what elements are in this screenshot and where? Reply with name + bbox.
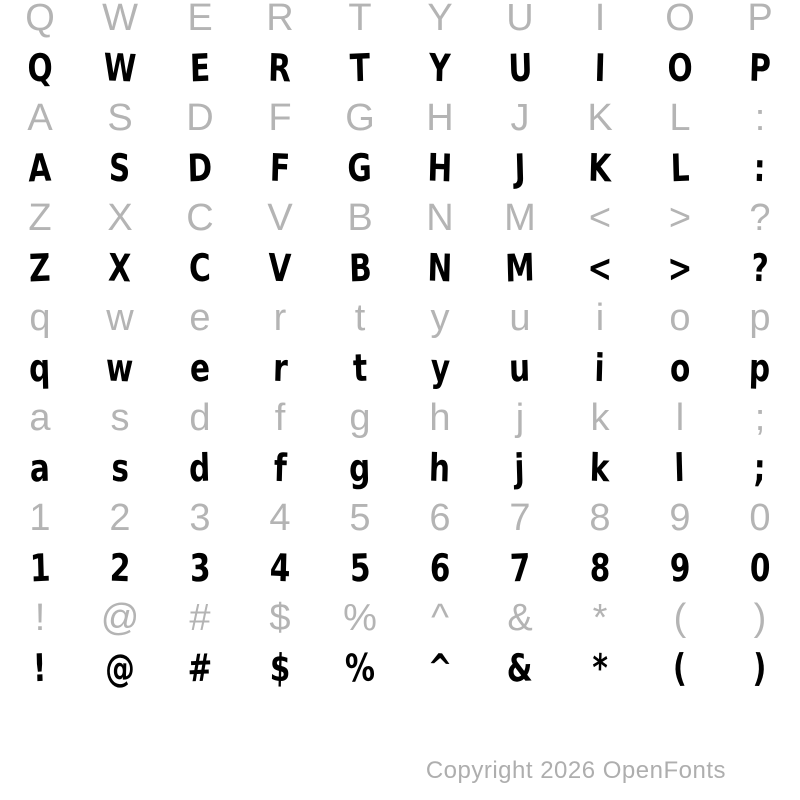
glyph-cell: U [506,0,534,39]
glyph-cell: < [586,245,614,291]
glyph-cell: 0 [749,545,771,591]
glyph-cell: @ [104,645,136,691]
glyph-cell: W [103,45,137,91]
glyph-cell: a [29,445,51,491]
glyph-cell: Y [428,45,452,91]
glyph-cell: ^ [426,645,454,691]
glyph-cell: 7 [509,545,531,591]
glyph-cell: 2 [109,545,131,591]
glyph-cell: Z [28,197,52,239]
glyph-cell: B [347,197,373,239]
glyph-cell: N [426,197,454,239]
glyph-cell: * [592,597,608,639]
glyph-cell: i [594,345,606,391]
char-row-reference-10 [0,493,800,543]
glyph-cell: < [588,197,612,239]
glyph-cell: 5 [349,545,371,591]
glyph-cell: Q [26,45,54,91]
glyph-cell: ; [754,397,766,439]
glyph-cell: ? [750,245,770,291]
glyph-cell: h [429,397,451,439]
glyph-cell: O [666,45,694,91]
glyph-cell: u [509,297,531,339]
glyph-cell: 8 [589,545,611,591]
glyph-cell: I [594,0,606,39]
glyph-cell: $ [269,597,291,639]
glyph-cell: % [344,645,376,691]
char-row-preview-7 [0,343,800,393]
glyph-cell: 1 [29,497,51,539]
glyph-cell: K [587,97,613,139]
glyph-cell: F [269,145,291,191]
glyph-cell: 4 [269,497,291,539]
glyph-cell: y [429,345,451,391]
char-row-reference-2 [0,93,800,143]
glyph-cell: A [27,97,53,139]
glyph-cell: p [748,345,772,391]
glyph-cell: P [747,0,773,39]
glyph-cell: d [189,397,211,439]
glyph-cell: * [591,645,609,691]
glyph-cell: 0 [749,497,771,539]
copyright-text: Copyright 2026 OpenFonts [425,757,726,784]
glyph-cell: e [189,345,211,391]
char-row-preview-13 [0,643,800,693]
char-row-reference-8 [0,393,800,443]
glyph-cell: ; [753,445,767,491]
glyph-cell: M [504,197,536,239]
glyph-cell: o [669,297,691,339]
char-row-reference-6 [0,293,800,343]
glyph-cell: E [187,0,213,39]
glyph-cell: d [188,445,212,491]
glyph-cell: J [510,97,530,139]
glyph-cell: h [428,445,452,491]
glyph-cell: G [345,97,375,139]
glyph-cell: 5 [349,497,371,539]
char-row-preview-9 [0,443,800,493]
glyph-cell: A [27,145,53,191]
glyph-cell: E [189,45,211,91]
glyph-cell: u [508,345,532,391]
glyph-cell: r [273,297,287,339]
glyph-cell: ^ [431,597,449,639]
glyph-cell: ! [32,645,48,691]
glyph-cell: 9 [669,545,691,591]
glyph-cell: & [507,597,533,639]
glyph-cell: e [189,297,211,339]
glyph-cell: o [669,345,691,391]
glyph-cell: 1 [29,545,51,591]
glyph-cell: f [272,445,288,491]
glyph-cell: ) [753,597,767,639]
glyph-cell: Q [25,0,55,39]
glyph-cell: J [513,145,527,191]
glyph-cell: H [426,97,454,139]
glyph-cell: V [267,197,293,239]
glyph-cell: L [669,145,691,191]
glyph-cell: S [108,145,132,191]
glyph-cell: G [347,145,373,191]
glyph-cell: # [189,597,211,639]
glyph-cell: 7 [509,497,531,539]
glyph-cell: D [186,97,214,139]
char-row-preview-5 [0,243,800,293]
glyph-cell: s [110,397,130,439]
glyph-cell: ) [752,645,768,691]
glyph-cell: Z [28,245,52,291]
glyph-cell: % [343,597,377,639]
glyph-cell: y [430,297,450,339]
glyph-cell: 8 [589,497,611,539]
glyph-cell: r [272,345,288,391]
char-row-reference-12 [0,593,800,643]
glyph-cell: R [267,45,292,91]
glyph-cell: 6 [429,545,451,591]
glyph-cell: 6 [429,497,451,539]
glyph-cell: l [675,397,685,439]
glyph-cell: Y [427,0,453,39]
glyph-cell: C [186,197,214,239]
glyph-cell: 3 [189,497,211,539]
glyph-cell: p [749,297,771,339]
glyph-cell: k [589,445,611,491]
glyph-cell: l [674,445,686,491]
glyph-cell: t [354,297,366,339]
glyph-cell: q [28,345,52,391]
glyph-cell: # [186,645,214,691]
glyph-cell: : [754,97,766,139]
glyph-cell: @ [100,597,140,639]
glyph-cell: X [107,245,133,291]
glyph-cell: t [352,345,368,391]
glyph-cell: g [348,445,372,491]
char-row-preview-1 [0,43,800,93]
char-row-preview-11 [0,543,800,593]
glyph-cell: $ [269,645,291,691]
glyph-cell: K [587,145,613,191]
glyph-cell: ( [673,597,687,639]
glyph-cell: 4 [269,545,291,591]
glyph-cell: L [669,97,691,139]
glyph-cell: : [753,145,767,191]
glyph-cell: M [504,245,536,291]
glyph-cell: g [349,397,371,439]
glyph-cell: i [595,297,605,339]
char-row-reference-0 [0,0,800,43]
glyph-cell: & [506,645,534,691]
glyph-cell: k [590,397,610,439]
char-row-reference-4 [0,193,800,243]
glyph-cell: V [267,245,293,291]
char-row-preview-3 [0,143,800,193]
glyph-cell: q [29,297,51,339]
glyph-cell: F [268,97,292,139]
glyph-cell: U [507,45,533,91]
glyph-cell: 9 [669,497,691,539]
glyph-cell: 3 [189,545,211,591]
glyph-cell: w [105,345,135,391]
glyph-cell: W [102,0,138,39]
glyph-cell: s [110,445,130,491]
glyph-cell: H [427,145,453,191]
glyph-cell: P [748,45,772,91]
glyph-cell: a [29,397,51,439]
glyph-cell: X [107,197,133,239]
glyph-cell: N [427,245,453,291]
glyph-cell: O [665,0,695,39]
glyph-cell: 2 [109,497,131,539]
glyph-cell: f [274,397,286,439]
glyph-cell: w [106,297,134,339]
glyph-cell: T [348,0,372,39]
glyph-cell: ( [672,645,688,691]
glyph-cell: ? [749,197,771,239]
glyph-cell: j [515,397,525,439]
glyph-cell: C [188,245,212,291]
glyph-cell: S [107,97,133,139]
glyph-cell: > [666,245,694,291]
glyph-cell: > [668,197,692,239]
glyph-cell: I [593,45,607,91]
glyph-cell: ! [34,597,46,639]
glyph-cell: B [348,245,372,291]
glyph-cell: T [349,45,371,91]
glyph-cell: j [514,445,526,491]
glyph-cell: R [266,0,294,39]
glyph-cell: D [187,145,213,191]
